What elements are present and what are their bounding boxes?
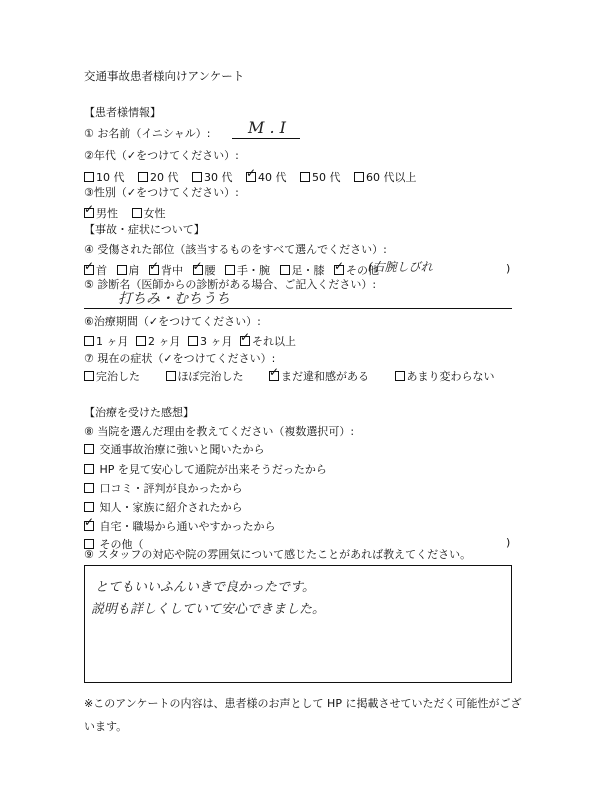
checkbox[interactable]: [117, 265, 127, 275]
q1-label: ① お名前（イニシャル）:: [84, 127, 211, 140]
q8-option-4[interactable]: 知人・家族に紹介されたから: [84, 499, 243, 515]
q2-option-10[interactable]: 10 代: [84, 169, 125, 185]
q7-options: [84, 365, 505, 384]
footnote-line-1: ※このアンケートの内容は、患者様のお声として HP に掲載させていただく可能性がござ: [84, 697, 522, 710]
q6-option-more[interactable]: ✓ それ以上: [240, 330, 296, 348]
q9-label: ⑨ スタッフの対応や院の雰囲気について感じたことがあれば教えてください。: [84, 548, 472, 561]
q6-option-1m[interactable]: 1 ヶ月: [84, 333, 129, 349]
check-mark-icon: ✓: [240, 330, 251, 344]
section-header-impressions: 【治療を受けた感想】: [84, 406, 194, 419]
q8-option-6[interactable]: その他（: [84, 536, 144, 552]
q8-option-1[interactable]: 交通事故治療に強いと聞いたから: [84, 441, 265, 457]
q6-option-2m[interactable]: 2 ヶ月: [136, 333, 181, 349]
q2-options: [84, 166, 427, 185]
q2-option-40[interactable]: ✓ 40 代: [246, 166, 287, 184]
checkbox[interactable]: [300, 172, 310, 182]
section-header-patient: 【患者様情報】: [84, 106, 161, 119]
q7-label: ⑦ 現在の症状（✓をつけてください）:: [84, 352, 276, 365]
checkbox[interactable]: [84, 502, 94, 512]
check-mark-icon: ✓: [84, 515, 95, 529]
q8-option-5[interactable]: ✓ 自宅・職場から通いやすかったから: [84, 515, 276, 533]
q5-answer: 打ちみ・むちうち: [118, 291, 230, 307]
q2-option-60[interactable]: 60 代以上: [354, 169, 417, 185]
checkbox[interactable]: [84, 464, 94, 474]
q8-option-2[interactable]: HP を見て安心して通院が出来そうだったから: [84, 461, 327, 477]
checkbox[interactable]: [188, 336, 198, 346]
q6-label: ⑥治療期間（✓をつけてください）:: [84, 315, 261, 328]
checkbox[interactable]: [84, 371, 94, 381]
footnote-line-2: います。: [84, 720, 128, 733]
q5-answer-underline: [84, 308, 512, 309]
q4-other-answer: (右腕しびれ: [368, 260, 433, 274]
q7-option-cured[interactable]: 完治した: [84, 368, 140, 384]
q4-option-waist[interactable]: ✓ 腰: [192, 259, 216, 277]
q2-option-30[interactable]: 30 代: [192, 169, 233, 185]
check-mark-icon: ✓: [149, 259, 160, 273]
checkbox[interactable]: [166, 371, 176, 381]
q8-label: ⑧ 当院を選んだ理由を教えてください（複数選択可）:: [84, 425, 355, 438]
checkbox-checked[interactable]: [246, 166, 257, 182]
q2-option-50[interactable]: 50 代: [300, 169, 341, 185]
q4-option-hand-arm[interactable]: 手・腕: [225, 262, 270, 278]
checkbox[interactable]: [138, 172, 148, 182]
q3-option-female[interactable]: 女性: [132, 205, 166, 221]
q2-option-20[interactable]: 20 代: [138, 169, 179, 185]
checkbox-checked[interactable]: [240, 330, 251, 346]
checkbox[interactable]: [225, 265, 235, 275]
check-mark-icon: ✓: [334, 259, 345, 273]
checkbox-checked[interactable]: [192, 259, 203, 275]
q3-label: ③性別（✓をつけてください）:: [84, 186, 239, 199]
checkbox-checked[interactable]: [149, 259, 160, 275]
q3-option-male[interactable]: ✓ 男性: [84, 202, 118, 220]
q3-options: [84, 202, 176, 221]
q7-option-almost-cured[interactable]: ほぼ完治した: [166, 368, 244, 384]
checkbox[interactable]: [136, 336, 146, 346]
q7-option-still-discomfort[interactable]: ✓ まだ違和感がある: [269, 365, 369, 383]
q4-option-neck[interactable]: ✓ 首: [84, 259, 107, 277]
q4-label: ④ 受傷された部位（該当するものをすべて選んでください）:: [84, 243, 387, 256]
q7-option-no-change[interactable]: あまり変わらない: [395, 368, 495, 384]
q5-label: ⑤ 診断名（医師からの診断がある場合、ご記入ください）:: [84, 278, 377, 291]
checkbox[interactable]: [84, 483, 94, 493]
check-mark-icon: ✓: [192, 259, 203, 273]
q1-answer-underline: [232, 138, 300, 139]
q6-option-3m[interactable]: 3 ヶ月: [188, 333, 233, 349]
checkbox[interactable]: [192, 172, 202, 182]
q2-label: ②年代（✓をつけてください）:: [84, 149, 239, 162]
checkbox-checked[interactable]: [334, 259, 345, 275]
checkbox[interactable]: [395, 371, 405, 381]
check-mark-icon: ✓: [84, 259, 95, 273]
checkbox[interactable]: [280, 265, 290, 275]
checkbox[interactable]: [84, 172, 94, 182]
q4-option-back[interactable]: ✓ 背中: [149, 259, 183, 277]
q8-close-paren: ): [506, 536, 511, 549]
page-title: 交通事故患者様向けアンケート: [84, 69, 245, 83]
q9-answer-box[interactable]: [84, 565, 512, 683]
checkbox-checked[interactable]: [269, 365, 280, 381]
checkbox[interactable]: [84, 444, 94, 454]
q4-option-shoulder[interactable]: 肩: [117, 262, 140, 278]
q4-close-paren: ): [506, 262, 511, 275]
check-mark-icon: ✓: [269, 365, 280, 379]
checkbox-checked[interactable]: [84, 515, 95, 531]
checkbox-checked[interactable]: [84, 202, 95, 218]
checkbox-checked[interactable]: [84, 259, 95, 275]
check-mark-icon: ✓: [84, 202, 95, 216]
section-header-accident: 【事故・症状について】: [84, 223, 205, 236]
checkbox[interactable]: [84, 336, 94, 346]
q4-option-other[interactable]: ✓ その他: [334, 259, 379, 277]
q8-option-3[interactable]: 口コミ・評判が良かったから: [84, 480, 243, 496]
checkbox[interactable]: [132, 208, 142, 218]
check-mark-icon: ✓: [246, 166, 257, 180]
q4-option-leg-knee[interactable]: 足・膝: [280, 262, 325, 278]
q1-answer: M . I: [248, 118, 286, 137]
checkbox[interactable]: [354, 172, 364, 182]
q9-answer-line-1: とてもいいふんいきで良かったです。: [95, 580, 315, 595]
q6-options: [84, 330, 306, 349]
q9-answer-line-2: 説明も詳しくしていて安心できました。: [91, 602, 326, 617]
